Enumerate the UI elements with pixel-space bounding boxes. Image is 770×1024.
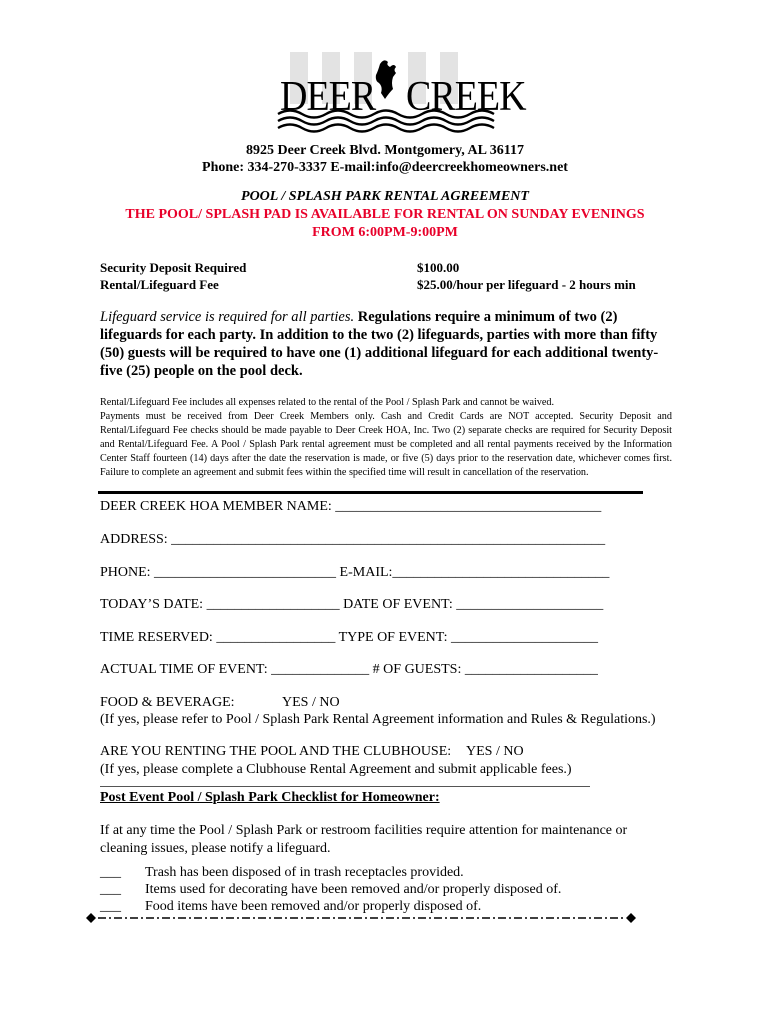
lifeguard-regulations-text: Regulations require a minimum of two (2) lifeguards for each party. In addition to the two (2) lifeguards, parties with more than fifty (50) guests will be required to have one (1) additional lifeguard for each additional twenty-five (25) people on the pool deck.: [100, 309, 659, 379]
checklist-item-text: Food items have been removed and/or properly disposed of.: [145, 899, 482, 914]
time-type-fields[interactable]: TIME RESERVED: _________________ TYPE OF EVENT: _____________________: [100, 630, 599, 645]
checklist-item[interactable]: [100, 865, 464, 881]
availability-line-2: FROM 6:00PM-9:00PM: [312, 225, 458, 240]
lifeguard-fee-label: Rental/Lifeguard Fee: [100, 277, 219, 292]
checklist-blank[interactable]: ___: [100, 865, 121, 880]
checklist-blank[interactable]: ___: [100, 899, 121, 914]
contact-line: Phone: 334-270-3337 E-mail:info@deercreekhomeowners.net: [202, 160, 568, 175]
checklist-item-text: Items used for decorating have been removed and/or properly disposed of.: [145, 882, 562, 897]
actual-time-guests-fields[interactable]: ACTUAL TIME OF EVENT: ______________ # OF GUESTS: ___________________: [100, 662, 598, 677]
fee-waiver-note: Rental/Lifeguard Fee includes all expenses related to the rental of the Pool / Splash Park and cannot be waived.: [100, 397, 555, 408]
food-beverage-note: (If yes, please refer to Pool / Splash Park Rental Agreement information and Rules & Regulations.): [100, 712, 656, 727]
date-fields[interactable]: TODAY’S DATE: ___________________ DATE OF EVENT: _____________________: [100, 597, 604, 612]
decorative-divider: [84, 911, 640, 925]
availability-line-1: THE POOL/ SPLASH PAD IS AVAILABLE FOR RENTAL ON SUNDAY EVENINGS: [125, 207, 645, 222]
logo-word-left: DEER: [280, 73, 376, 121]
deposit-label: Security Deposit Required: [100, 260, 247, 275]
document-title: POOL / SPLASH PARK RENTAL AGREEMENT: [241, 189, 529, 204]
checklist-heading: Post Event Pool / Splash Park Checklist for Homeowner:: [100, 790, 440, 805]
checklist-item[interactable]: [100, 882, 562, 898]
fine-print: [100, 396, 672, 480]
checklist-intro: If at any time the Pool / Splash Park or restroom facilities require attention for maintenance or cleaning issues, please notify a lifeguard.: [100, 823, 628, 856]
checklist-item-text: Trash has been disposed of in trash receptacles provided.: [145, 865, 464, 880]
address-line: 8925 Deer Creek Blvd. Montgomery, AL 36117: [246, 143, 524, 158]
member-name-field[interactable]: DEER CREEK HOA MEMBER NAME: ______________________________________: [100, 499, 602, 514]
phone-email-fields[interactable]: PHONE: __________________________ E-MAIL:_______________________________: [100, 565, 610, 580]
lifeguard-fee-value: $25.00/hour per lifeguard - 2 hours min: [417, 277, 636, 292]
clubhouse-note: (If yes, please complete a Clubhouse Rental Agreement and submit applicable fees.): [100, 762, 572, 777]
section-divider: [98, 491, 643, 494]
food-beverage-label: FOOD & BEVERAGE:: [100, 695, 235, 710]
lifeguard-requirement-paragraph: [100, 308, 670, 380]
deer-creek-logo: [270, 50, 526, 140]
address-field[interactable]: ADDRESS: ______________________________________________________________: [100, 532, 606, 547]
logo-word-right: CREEK: [406, 73, 526, 121]
payment-terms: Payments must be received from Deer Creek Members only. Cash and Credit Cards are NOT accepted. Security Deposit and Rental/Lifeguard Fee checks should be made payable to Deer Creek HOA, Inc. Two (2) separate checks are required for Security Deposit and Rental/Lifeguard Fee. A Pool / Splash Park rental agreement must be completed and all rental payments received by the Information Center Staff fourteen (14) days after the date the reservation is made, or five (5) days prior to the reservation date, whichever comes first. Failure to complete an agreement and submit fees within the specified time will result in cancellation of the reservation.: [100, 411, 672, 478]
deposit-value: $100.00: [417, 260, 460, 275]
checklist-blank[interactable]: ___: [100, 882, 121, 897]
lifeguard-required-text: Lifeguard service is required for all parties.: [100, 309, 355, 325]
clubhouse-options[interactable]: YES / NO: [466, 744, 524, 759]
note-underline: [100, 786, 590, 787]
clubhouse-label: ARE YOU RENTING THE POOL AND THE CLUBHOUSE:: [100, 744, 452, 759]
food-beverage-options[interactable]: YES / NO: [282, 695, 340, 710]
